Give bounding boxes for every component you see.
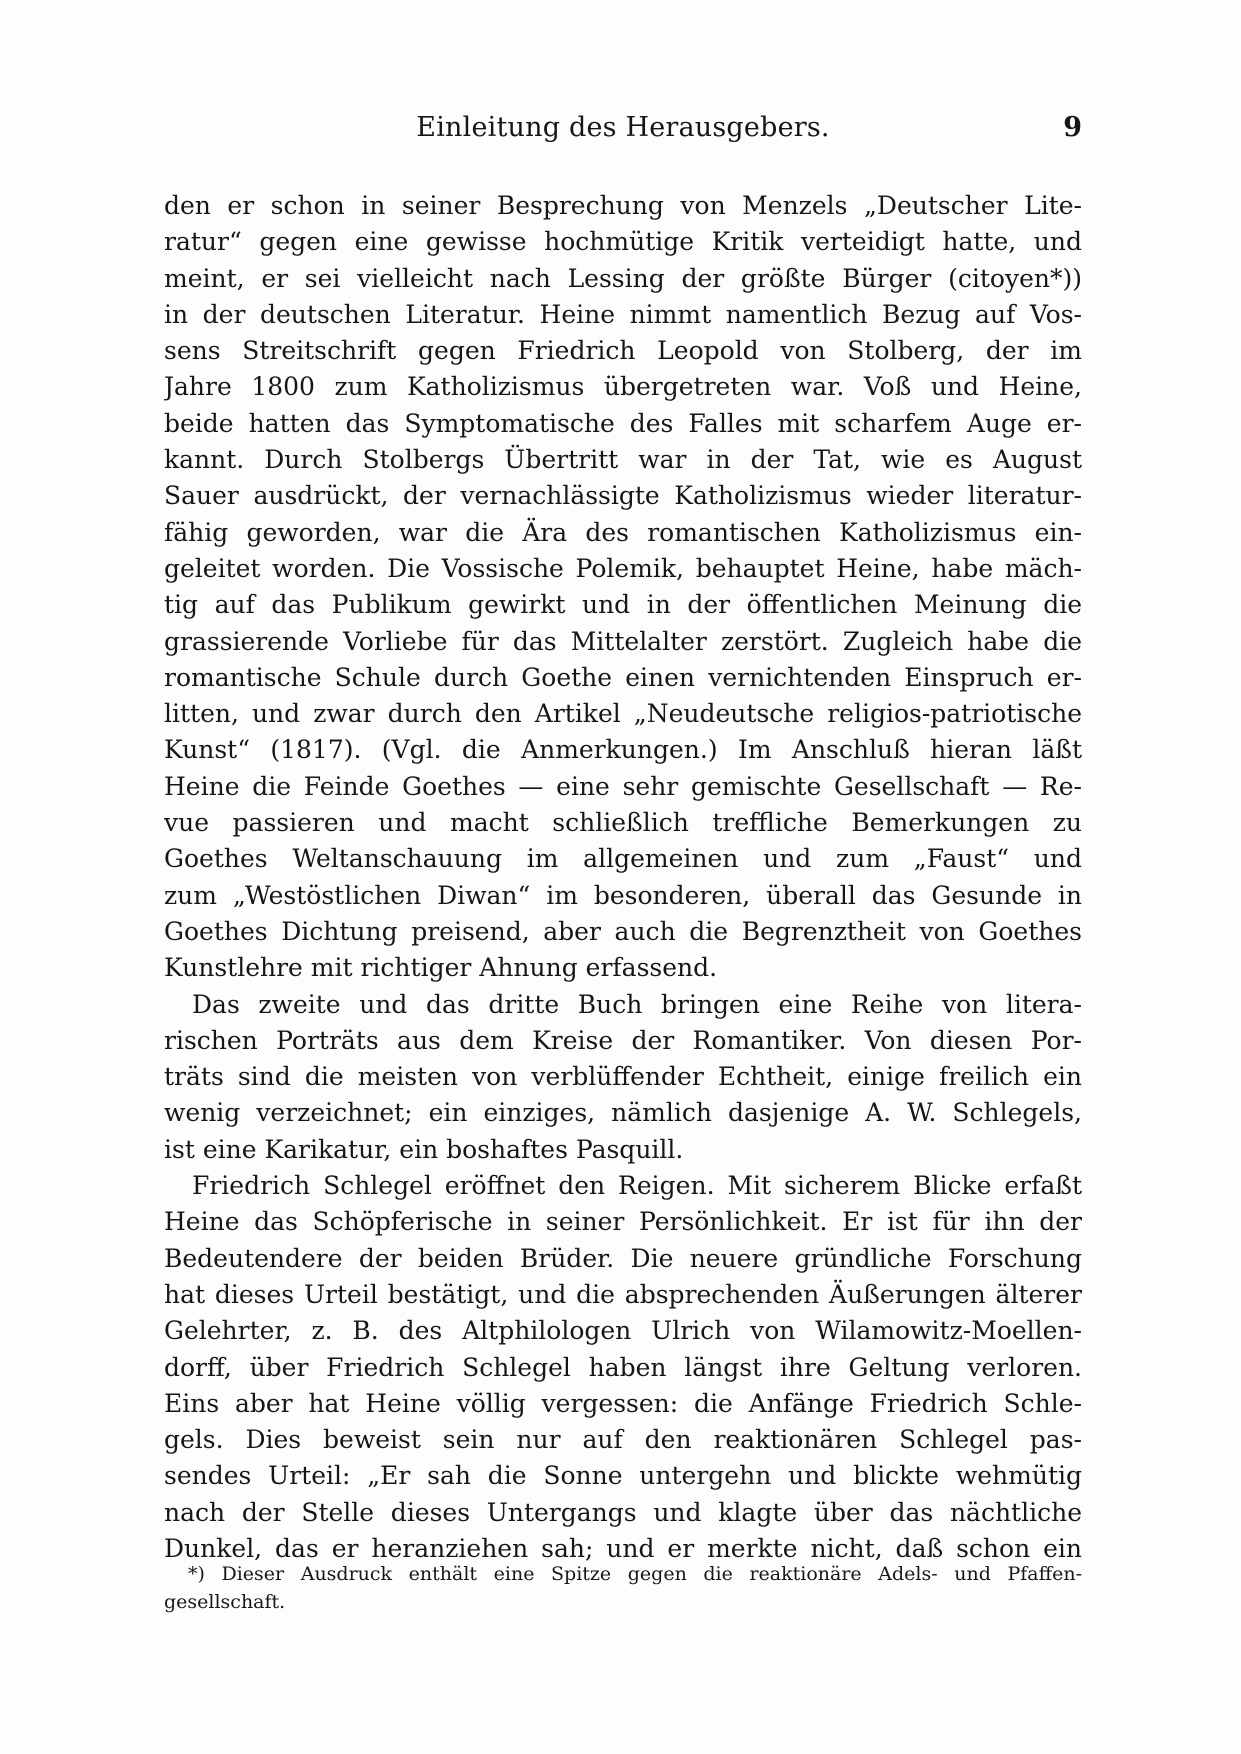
text-line: tig auf das Publikum gewirkt und in der öffentlichen Meinung die [164, 590, 1082, 620]
text-line: gels. Dies beweist sein nur auf den reaktionären Schlegel pas- [164, 1425, 1082, 1455]
text-line: rischen Porträts aus dem Kreise der Romantiker. Von diesen Por- [164, 1025, 1082, 1055]
text-line: beide hatten das Symptomatische des Falles mit scharfem Auge er- [164, 408, 1082, 438]
text-line: Eins aber hat Heine völlig vergessen: die Anfänge Friedrich Schle- [164, 1388, 1082, 1418]
paragraph-start-line: Das zweite und das dritte Buch bringen eine Reihe von litera- [192, 989, 1082, 1019]
footnote-line: gesellschaft. [164, 1591, 286, 1613]
text-line: Kunstlehre mit richtiger Ahnung erfassend. [164, 953, 718, 983]
text-line: ist eine Karikatur, ein boshaftes Pasquill. [164, 1134, 684, 1164]
text-line: sens Streitschrift gegen Friedrich Leopold von Stolberg, der im [164, 336, 1082, 366]
running-title: Einleitung des Herausgebers. [416, 112, 830, 143]
text-line: romantische Schule durch Goethe einen vernichtenden Einspruch er- [164, 662, 1082, 692]
text-line: Heine die Feinde Goethes — eine sehr gemischte Gesellschaft — Re- [164, 771, 1082, 801]
footnote [164, 1560, 1082, 1616]
text-line: Heine das Schöpferische in seiner Persönlichkeit. Er ist für ihn der [164, 1207, 1082, 1237]
text-line: kannt. Durch Stolbergs Übertritt war in der Tat, wie es August [164, 445, 1082, 475]
text-line: grassierende Vorliebe für das Mittelalter zerstört. Zugleich habe die [164, 626, 1082, 656]
text-line: Goethes Dichtung preisend, aber auch die Begrenztheit von Goethes [164, 916, 1082, 946]
text-line: Sauer ausdrückt, der vernachlässigte Katholizismus wieder literatur- [164, 481, 1082, 511]
text-line: vue passieren und macht schließlich treffliche Bemerkungen zu [164, 808, 1082, 838]
text-line: Gelehrter, z. B. des Altphilologen Ulrich von Wilamowitz-Moellen- [164, 1316, 1082, 1346]
text-line: Kunst“ (1817). (Vgl. die Anmerkungen.) Im Anschluß hieran läßt [164, 735, 1082, 765]
running-head [164, 112, 1082, 152]
body-text [164, 188, 1082, 1567]
text-line: sendes Urteil: „Er sah die Sonne untergehn und blickte wehmütig [164, 1461, 1082, 1491]
text-line: fähig geworden, war die Ära des romantischen Katholizismus ein- [164, 517, 1082, 547]
text-line: Jahre 1800 zum Katholizismus übergetreten war. Voß und Heine, [164, 372, 1082, 402]
text-line: den er schon in seiner Besprechung von Menzels „Deutscher Lite- [164, 191, 1082, 220]
footnote-line: *) Dieser Ausdruck enthält eine Spitze gegen die reaktionäre Adels- und Pfaffen- [188, 1563, 1082, 1585]
text-line: Dunkel, das er heranziehen sah; und er merkte nicht, daß schon ein [164, 1533, 1082, 1563]
text-line: hat dieses Urteil bestätigt, und die absprechenden Äußerungen älterer [164, 1279, 1082, 1309]
text-line: wenig verzeichnet; ein einziges, nämlich dasjenige A. W. Schlegels, [164, 1098, 1082, 1128]
text-line: nach der Stelle dieses Untergangs und klagte über das nächtliche [164, 1497, 1082, 1527]
text-line: Bedeutendere der beiden Brüder. Die neuere gründliche Forschung [164, 1243, 1082, 1273]
text-line: Goethes Weltanschauung im allgemeinen und zum „Faust“ und [164, 844, 1082, 874]
text-line: litten, und zwar durch den Artikel „Neudeutsche religios-patriotische [164, 699, 1082, 729]
text-line: zum „Westöstlichen Diwan“ im besonderen, überall das Gesunde in [164, 880, 1082, 910]
paragraph-start-line: Friedrich Schlegel eröffnet den Reigen. Mit sicherem Blicke erfaßt [192, 1171, 1082, 1201]
text-line: geleitet worden. Die Vossische Polemik, behauptet Heine, habe mäch- [164, 553, 1082, 583]
text-line: in der deutschen Literatur. Heine nimmt namentlich Bezug auf Vos- [164, 299, 1082, 329]
text-line: ratur“ gegen eine gewisse hochmütige Kritik verteidigt hatte, und [164, 227, 1082, 257]
text-line: träts sind die meisten von verblüffender Echtheit, einige freilich ein [164, 1062, 1082, 1092]
page-number: 9 [1063, 112, 1082, 143]
text-line: meint, er sei vielleicht nach Lessing der größte Bürger (citoyen*)) [164, 263, 1082, 293]
text-line: dorff, über Friedrich Schlegel haben längst ihre Geltung verloren. [164, 1352, 1082, 1382]
